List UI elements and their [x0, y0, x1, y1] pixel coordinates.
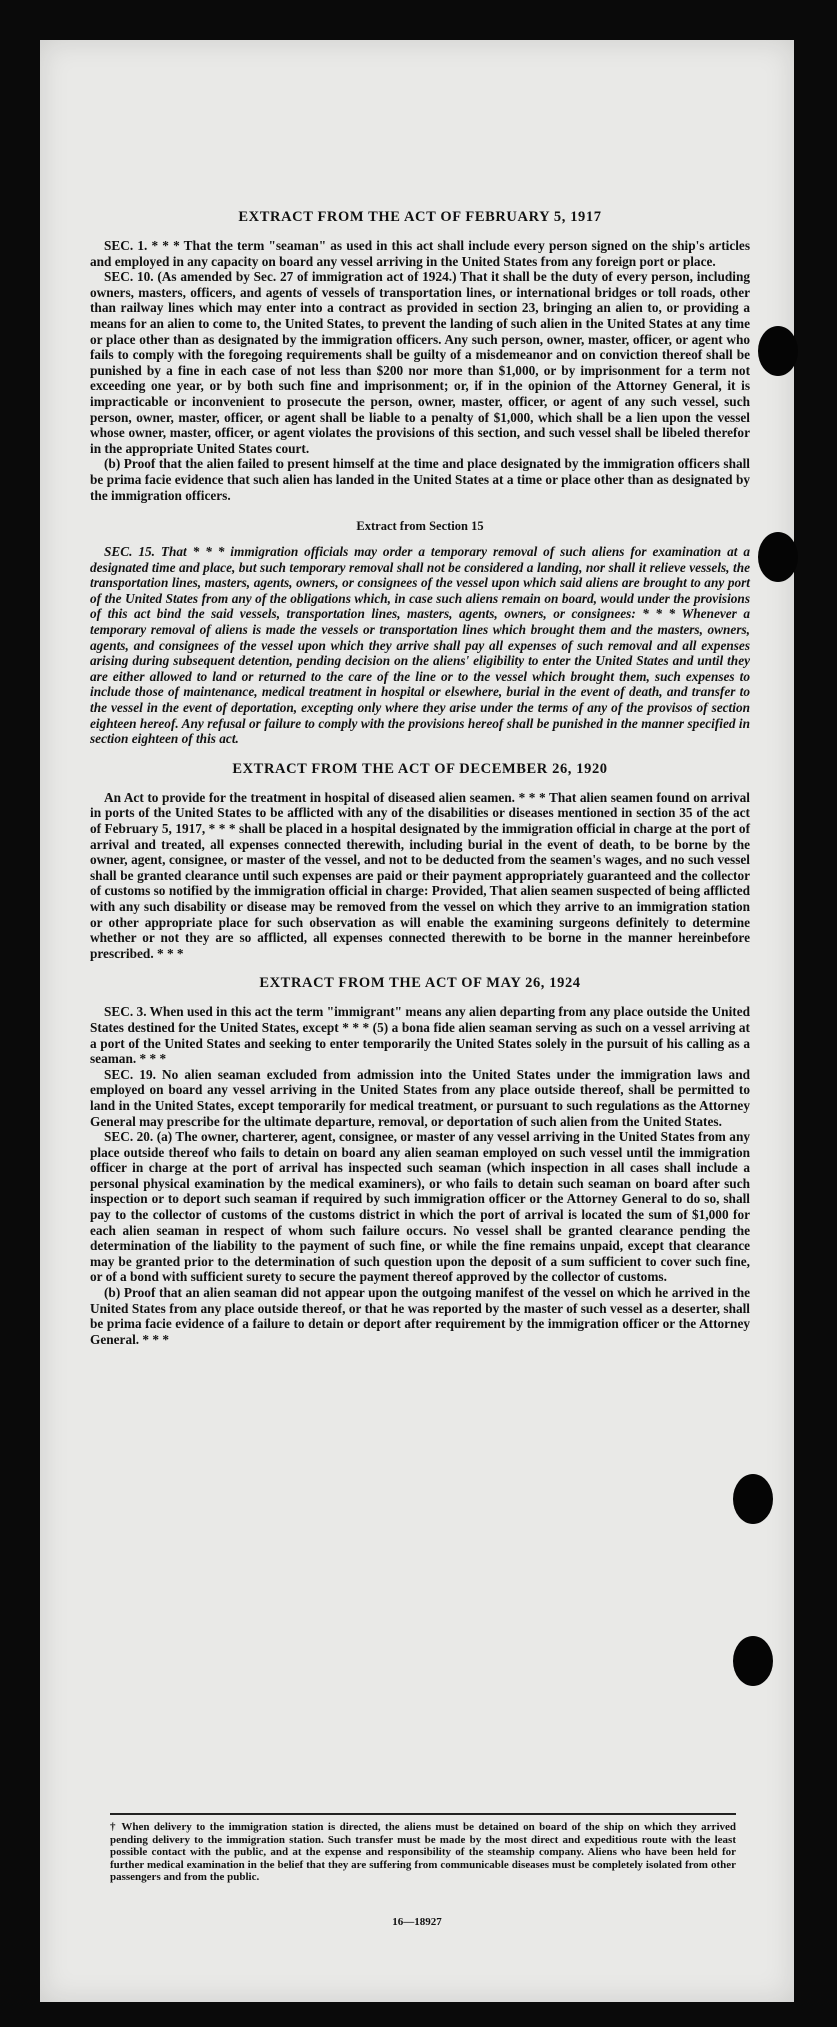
subheading-section-15: Extract from Section 15: [356, 519, 484, 534]
document-body: [90, 195, 750, 1347]
heading-act-1924: EXTRACT FROM THE ACT OF MAY 26, 1924: [259, 975, 581, 992]
section-15-text: SEC. 15. That * * * immigration officials may order a temporary removal of such aliens for examination at a designated time and place, but such temporary removal shall not be considered a landing, nor shall it relieve vessels, the transportation lines, masters, agents, owners, or consignees of the vessel upon which said aliens are brought to any port of the United States from any of the obligations which, in case such aliens remain on board, would under the provisions of this act bind the said vessels, transportation lines, masters, agents, owners, or consignees: * * * Whenever a temporary removal of aliens is made the vessels or transportation lines which brought them and the masters, owners, agents, and consignees of the vessel upon which they arrive shall pay all expenses of such removal and all expenses arising during subsequent detention, pending decision on the aliens' eligibility to enter the United States and until they are either allowed to land or returned to the care of the line or to the vessel which brought them, such expenses to include those of maintenance, medical treatment in hospital or elsewhere, burial in the event of death, and transfer to the vessel in the event of deportation, excepting only where they arise under the terms of any of the provisos of section eighteen hereof. Any refusal or failure to comply with the provisions hereof shall be punished in the manner specified in section eighteen of this act.: [90, 544, 750, 747]
section-3-text: SEC. 3. When used in this act the term "immigrant" means any alien departing from any place outside the United States destined for the United States, except * * * (5) a bona fide alien seaman serving as such on a vessel arriving at a port of the United States and seeking to enter temporarily the United States solely in the pursuit of his calling as a seaman. * * *: [90, 1004, 750, 1067]
form-number: 16—18927: [392, 1916, 442, 1928]
heading-act-1920: EXTRACT FROM THE ACT OF DECEMBER 26, 1920: [232, 760, 608, 777]
footnote: † When delivery to the immigration station is directed, the aliens must be detained on board of the ship on which they arrived pending delivery to the immigration station. Such transfer must be made by the most direct and expeditious route with the least possible contact with the public, and at the expense and responsibility of the steamship company. Aliens who have been held for further medical examination in the belief that they are suffering from communicable diseases must be completely isolated from other passengers and from the public.: [110, 1821, 736, 1883]
punch-hole: [733, 1474, 773, 1524]
footnote-divider: [110, 1813, 736, 1815]
document-page: [40, 40, 794, 2002]
section-20-text: SEC. 20. (a) The owner, charterer, agent, consignee, or master of any vessel arriving in the United States from any place outside thereof who fails to detain on board any alien seaman employed on such vessel until the immigration officer in charge at the port of arrival has inspected such seaman (which inspection in all cases shall include a personal physical examination by the medical examiners), or who fails to detain such seaman on board after such inspection or to deport such seaman if required by such immigration officer or the Attorney General to do so, shall pay to the collector of customs of the customs district in which the port of arrival is located the sum of $1,000 for each alien seaman in respect of whom such failure occurs. No vessel shall be granted clearance pending the determination of the liability to the payment of such fine, or while the fine remains unpaid, except that clearance may be granted prior to the determination of such question upon the deposit of a sum sufficient to cover such fine, or of a bond with sufficient surety to secure the payment thereof approved by the collector of customs.: [90, 1129, 750, 1285]
heading-act-1917: EXTRACT FROM THE ACT OF FEBRUARY 5, 1917: [238, 209, 602, 225]
punch-hole: [733, 1636, 773, 1686]
section-19-text: SEC. 19. No alien seaman excluded from admission into the United States under the immigration laws and employed on board any vessel arriving in the United States from any place outside thereof, shall be permitted to land in the United States, except temporarily for medical treatment, or pursuant to such regulations as the Attorney General may prescribe for the ultimate departure, removal, or deportation of such alien from the United States.: [90, 1066, 750, 1129]
punch-hole: [758, 326, 798, 376]
section-10-text: SEC. 10. (As amended by Sec. 27 of immigration act of 1924.) That it shall be the duty of every person, including owners, masters, officers, and agents of vessels of transportation lines, or international bridges or toll roads, other than railway lines which may enter into a contract as provided in section 23, bringing an alien to, or providing a means for an alien to come to, the United States, to prevent the landing of such alien in the United States at any time or place other than as designated by the immigration officers. Any such person, owner, master, officer, or agent who fails to comply with the foregoing requirements shall be guilty of a misdemeanor and on conviction thereof shall be punished by a fine in each case of not less than $200 nor more than $1,000, or by imprisonment for a term not exceeding one year, or by both such fine and imprisonment; or, if in the opinion of the Attorney General, it is impracticable or inconvenient to prosecute the person, owner, master, officer, or agent of any such vessel, such person, owner, master, officer, or agent shall be liable to a penalty of $1,000, which shall be a lien upon the vessel whose owner, master, officer, or agent violates the provisions of this section, and such vessel shall be libeled therefor in the appropriate United States court.: [90, 269, 750, 456]
act-1920-text: An Act to provide for the treatment in hospital of diseased alien seamen. * * * That alien seamen found on arrival in ports of the United States to be afflicted with any of the disabilities or diseases mentioned in section 35 of the act of February 5, 1917, * * * shall be placed in a hospital designated by the immigration official in charge at the port of arrival and treated, all expenses connected therewith, including burial in the event of death, to be borne by the owner, agent, consignee, or master of the vessel, and not to be deducted from the seamen's wages, and no such vessel shall be granted clearance until such expenses are paid or their payment appropriately guaranteed and the collector of customs so notified by the immigration official in charge: Provided, That alien seamen suspected of being afflicted with any such disability or disease may be removed from the vessel on which they arrive to an immigration station or other appropriate place for such observation as will enable the examining surgeons definitely to determine whether or not they are so afflicted, all expenses connected therewith to be borne in the manner hereinbefore prescribed. * * *: [90, 789, 750, 961]
section-10b-text: (b) Proof that the alien failed to present himself at the time and place designated by the immigration officers shall be prima facie evidence that such alien has landed in the United States at a time or place other than as designated by the immigration officers.: [90, 456, 750, 503]
section-1-text: SEC. 1. * * * That the term "seaman" as used in this act shall include every person signed on the ship's articles and employed in any capacity on board any vessel arriving in the United States from any foreign port or place.: [90, 238, 750, 269]
punch-hole: [758, 532, 798, 582]
section-20b-text: (b) Proof that an alien seaman did not appear upon the outgoing manifest of the vessel on which he arrived in the United States from any place outside thereof, or that he was reported by the master of such vessel as a deserter, shall be prima facie evidence of a failure to detain or deport after requirement by the immigration officer or the Attorney General. * * *: [90, 1285, 750, 1347]
